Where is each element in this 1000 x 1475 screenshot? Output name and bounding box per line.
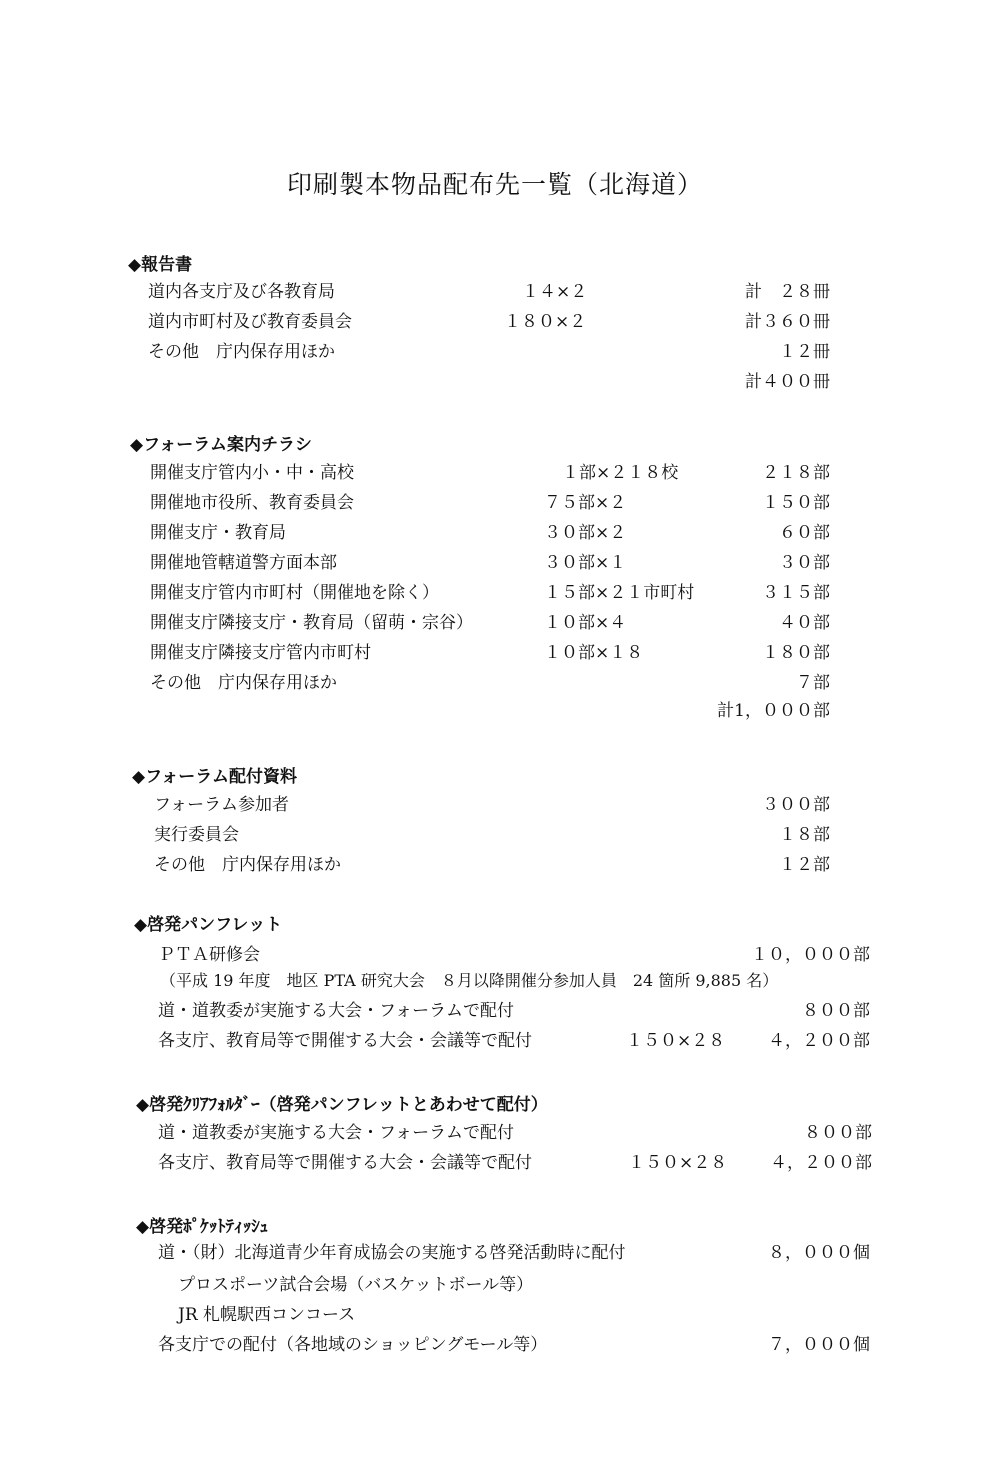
item-label: 各支庁、教育局等で開催する大会・会議等で配付 xyxy=(158,1153,532,1173)
item-amount: ８００部 xyxy=(802,1001,870,1021)
page-title: 印刷製本物品配布先一覧（北海道） xyxy=(286,170,703,199)
item-label: 開催地管轄道警方面本部 xyxy=(150,553,337,573)
list-item-total xyxy=(0,696,1000,726)
item-label: 道内市町村及び教育委員会 xyxy=(148,312,352,332)
item-quantity: ３０部×１ xyxy=(544,553,627,573)
item-label: 各支庁での配付（各地域のショッピングモール等） xyxy=(158,1335,548,1355)
item-amount: ３０部 xyxy=(779,553,830,573)
item-amount: １２冊 xyxy=(779,342,830,362)
item-label: その他 庁内保存用ほか xyxy=(148,342,335,362)
item-quantity: １０部×１８ xyxy=(544,643,644,663)
item-amount: ７，０００個 xyxy=(768,1335,870,1355)
item-quantity: １５０×２８ xyxy=(626,1031,726,1051)
item-amount: 計３６０冊 xyxy=(745,312,830,332)
item-amount: ６０部 xyxy=(779,523,830,543)
item-note: （平成 19 年度 地区 PTA 研究大会 ８月以降開催分参加人員 24 箇所 9,885 名） xyxy=(160,971,779,990)
item-amount: ２１８部 xyxy=(762,463,830,483)
list-item xyxy=(0,518,1000,548)
item-amount: ８００部 xyxy=(804,1123,872,1143)
item-quantity: １５部×２１市町村 xyxy=(544,583,695,603)
section-heading-pamphlet: ◆啓発パンフレット xyxy=(134,915,283,935)
item-label: 開催支庁隣接支庁管内市町村 xyxy=(150,643,371,663)
item-amount: ８，０００個 xyxy=(768,1243,870,1263)
list-item xyxy=(0,277,1000,307)
section-heading-clear-folder: ◆啓発ｸﾘｱﾌｫﾙﾀﾞｰ（啓発パンフレットとあわせて配付） xyxy=(136,1095,548,1115)
item-label: プロスポーツ試合会場（バスケットボール等） xyxy=(178,1275,534,1295)
item-label: 開催支庁管内市町村（開催地を除く） xyxy=(150,583,439,603)
list-item xyxy=(0,940,1000,970)
item-label: 実行委員会 xyxy=(154,825,239,845)
list-item-note xyxy=(0,968,1000,998)
item-amount: １８０部 xyxy=(762,643,830,663)
item-quantity: １部×２１８校 xyxy=(562,463,679,483)
item-label: 道・（財）北海道青少年育成協会の実施する啓発活動時に配付 xyxy=(158,1243,626,1263)
item-amount: １０，０００部 xyxy=(751,945,870,965)
item-amount: ３１５部 xyxy=(762,583,830,603)
item-label: その他 庁内保存用ほか xyxy=(150,673,337,693)
item-label: 開催地市役所、教育委員会 xyxy=(150,493,354,513)
list-item xyxy=(0,548,1000,578)
item-quantity: １５０×２８ xyxy=(628,1153,728,1173)
list-item xyxy=(0,608,1000,638)
list-item xyxy=(0,820,1000,850)
list-item xyxy=(0,458,1000,488)
list-item xyxy=(0,1118,1000,1148)
list-item-sub xyxy=(0,1270,1000,1300)
section-heading-report: ◆報告書 xyxy=(128,255,193,275)
item-label: その他 庁内保存用ほか xyxy=(154,855,341,875)
list-item xyxy=(0,790,1000,820)
item-amount: １５０部 xyxy=(762,493,830,513)
list-item xyxy=(0,307,1000,337)
list-item xyxy=(0,488,1000,518)
item-amount: １２部 xyxy=(779,855,830,875)
item-label: 開催支庁隣接支庁・教育局（留萌・宗谷） xyxy=(150,613,473,633)
item-amount: ７部 xyxy=(796,673,830,693)
item-amount: １８部 xyxy=(779,825,830,845)
item-amount: 計 ２８冊 xyxy=(745,282,830,302)
section-heading-pocket-tissue: ◆啓発ﾎﾟｹｯﾄﾃｨｯｼｭ xyxy=(136,1217,269,1237)
list-item xyxy=(0,668,1000,698)
list-item xyxy=(0,1148,1000,1178)
item-amount: ４０部 xyxy=(779,613,830,633)
item-quantity: １８０×２ xyxy=(504,312,587,332)
section-heading-forum-materials: ◆フォーラム配付資料 xyxy=(132,767,298,787)
item-label: フォーラム参加者 xyxy=(154,795,289,815)
item-amount: 計４００冊 xyxy=(745,372,830,392)
list-item xyxy=(0,638,1000,668)
item-label: 道内各支庁及び各教育局 xyxy=(148,282,335,302)
item-label: 開催支庁・教育局 xyxy=(150,523,286,543)
list-item xyxy=(0,1330,1000,1360)
item-quantity: ７５部×２ xyxy=(544,493,627,513)
list-item xyxy=(0,1026,1000,1056)
list-item xyxy=(0,1238,1000,1268)
list-item xyxy=(0,850,1000,880)
item-label: 道・道教委が実施する大会・フォーラムで配付 xyxy=(158,1001,514,1021)
item-label: 開催支庁管内小・中・高校 xyxy=(150,463,354,483)
section-heading-forum-flyer: ◆フォーラム案内チラシ xyxy=(130,435,313,455)
list-item-sub xyxy=(0,1300,1000,1330)
item-label: 道・道教委が実施する大会・フォーラムで配付 xyxy=(158,1123,514,1143)
item-quantity: ３０部×２ xyxy=(544,523,627,543)
item-quantity: １４×２ xyxy=(522,282,588,302)
item-amount: ４，２００部 xyxy=(770,1153,872,1173)
list-item xyxy=(0,996,1000,1026)
item-amount: 計1，０００部 xyxy=(717,701,830,721)
item-amount: ３００部 xyxy=(762,795,830,815)
item-quantity: １０部×４ xyxy=(544,613,627,633)
item-label: 各支庁、教育局等で開催する大会・会議等で配付 xyxy=(158,1031,532,1051)
list-item xyxy=(0,337,1000,367)
list-item xyxy=(0,578,1000,608)
item-amount: ４，２００部 xyxy=(768,1031,870,1051)
item-label: JR 札幌駅西コンコース xyxy=(178,1305,356,1325)
list-item-total xyxy=(0,367,1000,397)
item-label: ＰＴＡ研修会 xyxy=(158,945,260,965)
